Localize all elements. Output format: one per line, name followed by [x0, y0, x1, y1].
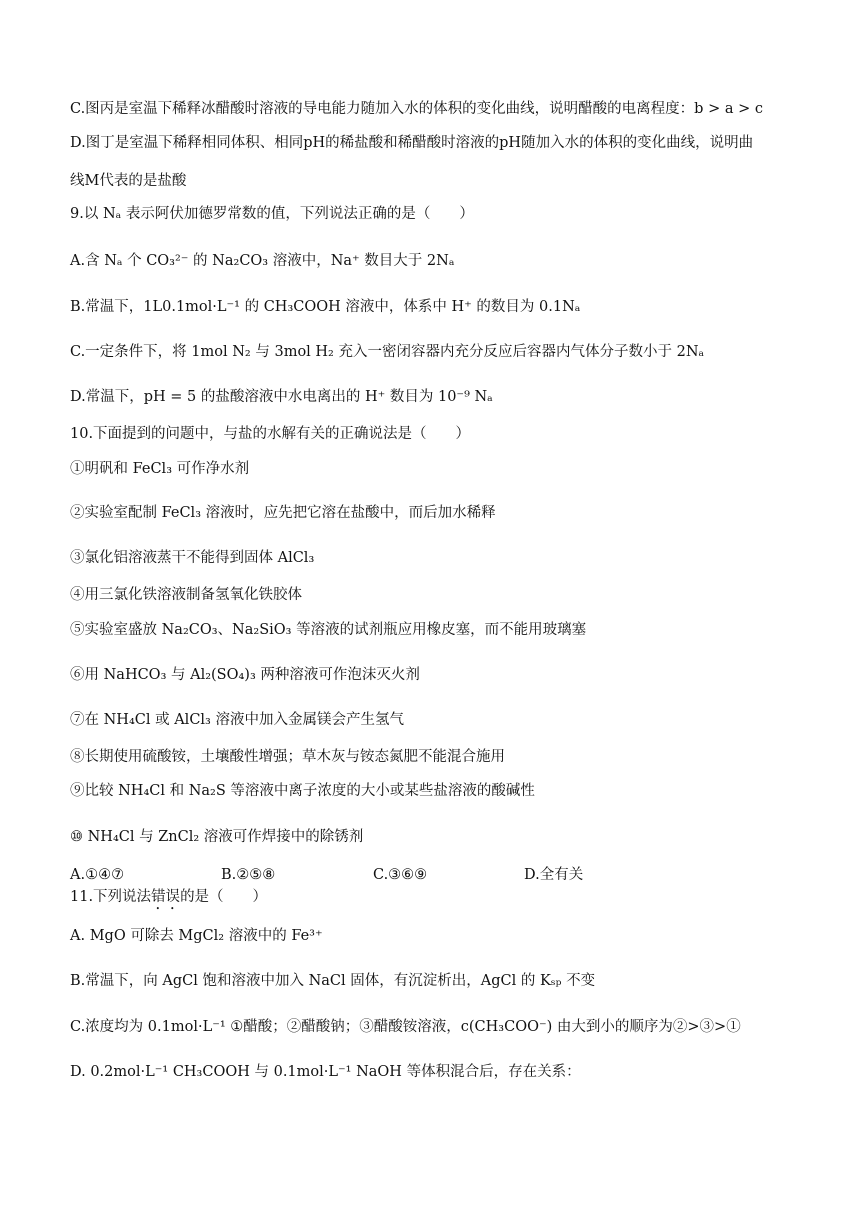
q11-option-c: C.浓度均为 0.1mol·L⁻¹ ①醋酸；②醋酸钠；③醋酸铵溶液，c(CH₃COO⁻) 由大到小的顺序为②>③>①: [70, 1019, 741, 1035]
q11-option-b: B.常温下，向 AgCl 饱和溶液中加入 NaCl 固体，有沉淀析出，AgCl 的 Kₛₚ 不变: [70, 973, 596, 989]
q10-item-4: ④用三氯化铁溶液制备氢氧化铁胶体: [70, 587, 302, 603]
q8-option-d-line2: 线M代表的是盐酸: [70, 173, 187, 189]
q8-option-c: C.图丙是室温下稀释冰醋酸时溶液的导电能力随加入水的体积的变化曲线，说明醋酸的电离程度：b > a > c: [70, 101, 763, 117]
q11-stem: [70, 886, 820, 913]
q9-option-d: D.常温下，pH = 5 的盐酸溶液中水电离出的 H⁺ 数目为 10⁻⁹ Nₐ: [70, 389, 493, 405]
q10-stem: 10.下面提到的问题中，与盐的水解有关的正确说法是（ ）: [70, 426, 471, 442]
q11-stem-suffix: 的是（ ）: [180, 889, 268, 905]
q10-item-9: ⑨比较 NH₄Cl 和 Na₂S 等溶液中离子浓度的大小或某些盐溶液的酸碱性: [70, 783, 535, 799]
q9-option-a: A.含 Nₐ 个 CO₃²⁻ 的 Na₂CO₃ 溶液中，Na⁺ 数目大于 2Nₐ: [70, 253, 455, 269]
q10-option-c: C.③⑥⑨: [373, 867, 428, 883]
q10-option-a: A.①④⑦: [70, 867, 125, 883]
q11-stem-prefix: 11.下列说法: [70, 889, 152, 905]
q10-option-b: B.②⑤⑧: [221, 867, 276, 883]
q10-item-8: ⑧长期使用硫酸铵，土壤酸性增强；草木灰与铵态氮肥不能混合施用: [70, 749, 505, 765]
q11-option-a: A. MgO 可除去 MgCl₂ 溶液中的 Fe³⁺: [70, 928, 323, 944]
q10-item-3: ③氯化铝溶液蒸干不能得到固体 AlCl₃: [70, 550, 315, 566]
q9-stem: 9.以 Nₐ 表示阿伏加德罗常数的值，下列说法正确的是（ ）: [70, 206, 474, 222]
q10-item-6: ⑥用 NaHCO₃ 与 Al₂(SO₄)₃ 两种溶液可作泡沫灭火剂: [70, 667, 420, 683]
q10-item-5: ⑤实验室盛放 Na₂CO₃、Na₂SiO₃ 等溶液的试剂瓶应用橡皮塞，而不能用玻璃塞: [70, 622, 587, 638]
q10-item-7: ⑦在 NH₄Cl 或 AlCl₃ 溶液中加入金属镁会产生氢气: [70, 712, 404, 728]
q10-item-10: ⑩ NH₄Cl 与 ZnCl₂ 溶液可作焊接中的除锈剂: [70, 829, 364, 845]
q10-item-2: ②实验室配制 FeCl₃ 溶液时，应先把它溶在盐酸中，而后加水稀释: [70, 505, 496, 521]
q10-option-d: D.全有关: [524, 867, 584, 883]
q11-option-d: D. 0.2mol·L⁻¹ CH₃COOH 与 0.1mol·L⁻¹ NaOH 等体积混合后，存在关系：: [70, 1064, 581, 1080]
q8-option-d-line1: D.图丁是室温下稀释相同体积、相同pH的稀盐酸和稀醋酸时溶液的pH随加入水的体积的变化曲线，说明曲: [70, 135, 754, 151]
q9-option-b: B.常温下，1L0.1mol·L⁻¹ 的 CH₃COOH 溶液中，体系中 H⁺ 的数目为 0.1Nₐ: [70, 299, 581, 315]
q9-option-c: C.一定条件下，将 1mol N₂ 与 3mol H₂ 充入一密闭容器内充分反应后容器内气体分子数小于 2Nₐ: [70, 344, 705, 360]
q10-item-1: ①明矾和 FeCl₃ 可作净水剂: [70, 461, 250, 477]
q11-stem-emphasis: 错误: [151, 889, 181, 905]
